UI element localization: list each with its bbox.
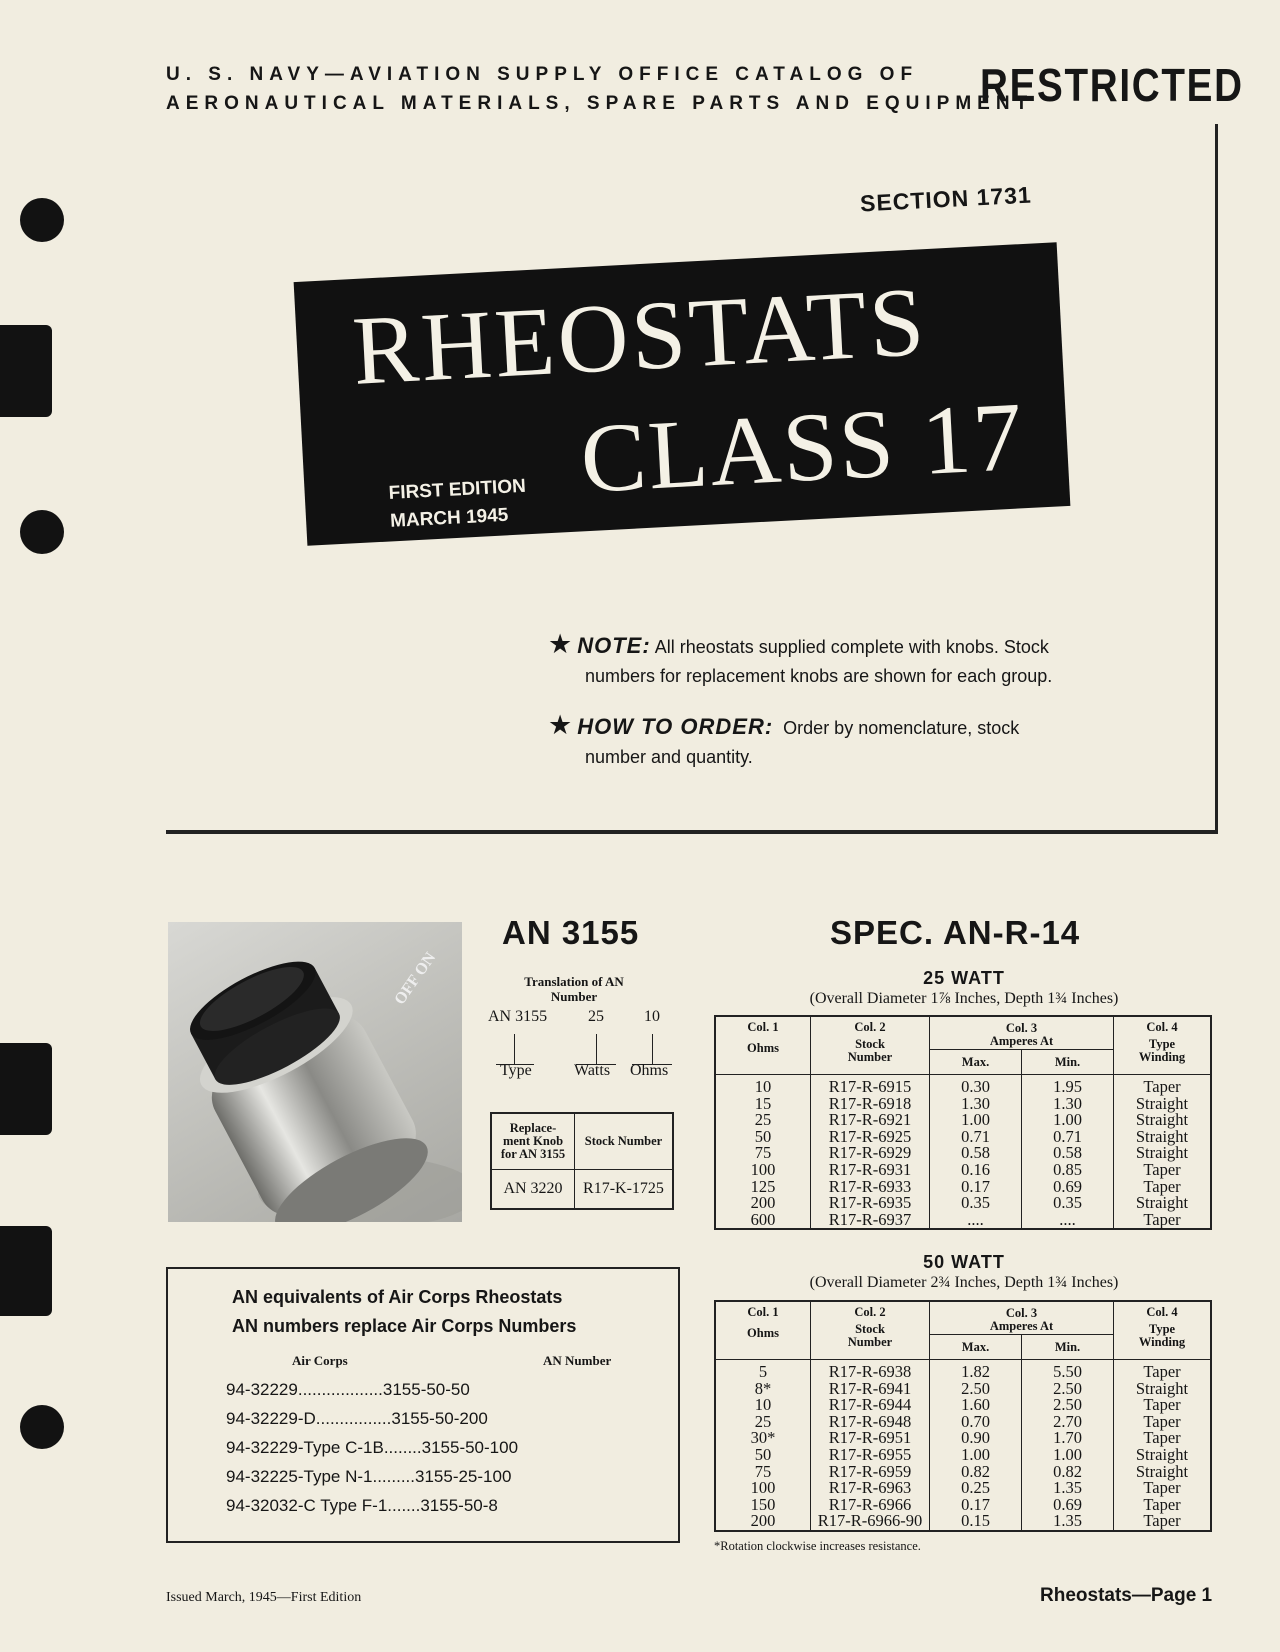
an-equivalent: 3155-50-50	[382, 1380, 470, 1399]
equivalents-title-1: AN equivalents of Air Corps Rheostats	[232, 1287, 563, 1307]
min-cell: 2.50	[1022, 1397, 1114, 1414]
winding-cell: Taper	[1114, 1497, 1212, 1514]
ohms-cell: 150	[750, 1494, 776, 1514]
min-header: Min.	[1022, 1050, 1114, 1075]
col2-header	[811, 1301, 930, 1360]
equivalent-row	[226, 1375, 518, 1404]
min-cell: 1.35	[1022, 1480, 1114, 1497]
col-label: Ohms	[747, 1326, 779, 1340]
ohms-cell: 8*	[754, 1378, 772, 1398]
stock-cell: R17-R-6925	[811, 1129, 930, 1146]
col-label: Stock Number	[847, 1322, 893, 1349]
an-equivalent: 3155-50-200	[391, 1409, 488, 1428]
min-cell: ....	[1022, 1212, 1114, 1230]
max-cell: 1.00	[930, 1447, 1022, 1464]
star-icon: ★	[548, 710, 573, 740]
max-cell: 1.60	[930, 1397, 1022, 1414]
ohms-cell: 50	[754, 1444, 772, 1464]
w50-footnote: *Rotation clockwise increases resistance.	[714, 1539, 921, 1553]
w50-title: 50 WATT	[923, 1252, 1005, 1272]
stock-cell: R17-R-6937	[811, 1212, 930, 1230]
stock-cell: R17-R-6951	[811, 1430, 930, 1447]
stock-cell: R17-R-6966-90	[811, 1513, 930, 1531]
min-cell: 1.95	[1022, 1075, 1114, 1096]
table-row	[715, 1195, 1211, 1212]
leader-dots: ........	[383, 1438, 422, 1457]
col-an-number: AN Number	[543, 1353, 612, 1368]
min-cell: 0.58	[1022, 1145, 1114, 1162]
max-cell: 0.16	[930, 1162, 1022, 1179]
star-icon: ★	[548, 629, 573, 659]
stock-cell: R17-R-6959	[811, 1464, 930, 1481]
max-cell: 0.70	[930, 1414, 1022, 1431]
stock-cell: R17-R-6948	[811, 1414, 930, 1431]
min-cell: 2.50	[1022, 1381, 1114, 1398]
note-text-2: numbers for replacement knobs are shown for each group.	[585, 666, 1053, 686]
winding-cell: Straight	[1114, 1195, 1212, 1212]
note-label: NOTE:	[577, 633, 651, 658]
max-cell: 0.25	[930, 1480, 1022, 1497]
ohms-cell: 100	[750, 1159, 776, 1179]
col-label: Type Winding	[1138, 1037, 1186, 1064]
max-cell: 0.35	[930, 1195, 1022, 1212]
air-corps-number: 94-32032-C Type F-1	[226, 1496, 388, 1515]
max-cell: 0.58	[930, 1145, 1022, 1162]
min-cell: 1.70	[1022, 1430, 1114, 1447]
ohms-cell: 200	[750, 1511, 776, 1531]
winding-cell: Straight	[1114, 1096, 1212, 1113]
stock-cell: R17-R-6921	[811, 1112, 930, 1129]
w25-table	[714, 1015, 1212, 1230]
order-text-1: Order by nomenclature, stock	[783, 718, 1020, 738]
stock-cell: R17-R-6941	[811, 1381, 930, 1398]
stock-cell: R17-R-6918	[811, 1096, 930, 1113]
col1-header	[715, 1016, 811, 1075]
knob-stock-value: R17-K-1725	[583, 1180, 664, 1197]
stock-cell: R17-R-6935	[811, 1195, 930, 1212]
max-cell: 1.30	[930, 1096, 1022, 1113]
order-block	[548, 711, 1019, 772]
ohms-cell: 10	[754, 1077, 772, 1096]
max-cell: 0.71	[930, 1129, 1022, 1146]
knob-marking: OFF ON	[391, 949, 440, 1008]
equivalent-row	[226, 1491, 518, 1520]
code-label-row	[486, 1062, 676, 1084]
stock-cell: R17-R-6955	[811, 1447, 930, 1464]
min-cell: 5.50	[1022, 1360, 1114, 1381]
code-watts: 25	[588, 1008, 604, 1025]
col-air-corps: Air Corps	[292, 1353, 348, 1368]
leader-dots: ..................	[297, 1380, 383, 1399]
edition-line-1: FIRST EDITION	[388, 475, 527, 504]
title-class: CLASS 17	[578, 382, 1027, 514]
an-equivalent: 3155-50-100	[421, 1438, 519, 1457]
table-row	[715, 1212, 1211, 1230]
air-corps-number: 94-32229-D	[226, 1409, 316, 1428]
equivalent-row	[226, 1433, 518, 1462]
catalog-header	[166, 60, 1033, 118]
winding-cell: Taper	[1114, 1430, 1212, 1447]
min-cell: 1.35	[1022, 1513, 1114, 1531]
equivalents-list	[226, 1375, 518, 1520]
ohms-cell: 125	[750, 1176, 776, 1196]
binder-tab-3	[0, 1226, 52, 1316]
winding-cell: Straight	[1114, 1464, 1212, 1481]
label-ohms: Ohms	[630, 1062, 669, 1079]
winding-cell: Straight	[1114, 1381, 1212, 1398]
ohms-cell: 5	[758, 1362, 768, 1381]
ohms-cell: 100	[750, 1478, 776, 1498]
order-label: HOW TO ORDER:	[577, 714, 774, 739]
max-cell: ....	[930, 1212, 1022, 1230]
ohms-cell: 10	[754, 1395, 772, 1415]
label-watts: Watts	[574, 1062, 611, 1079]
col3-header	[930, 1016, 1114, 1050]
winding-cell: Taper	[1114, 1480, 1212, 1497]
min-cell: 1.00	[1022, 1112, 1114, 1129]
w25-title: 25 WATT	[923, 968, 1005, 988]
code-ohms: 10	[644, 1008, 660, 1025]
ohms-cell: 600	[750, 1209, 776, 1229]
binder-hole-middle	[20, 510, 64, 554]
equivalent-row	[226, 1404, 518, 1433]
col-label: Type Winding	[1138, 1322, 1186, 1349]
air-corps-number: 94-32225-Type N-1	[226, 1467, 373, 1486]
section-number: SECTION 1731	[859, 181, 1033, 217]
leader-dots: .......	[387, 1496, 421, 1515]
stock-cell: R17-R-6915	[811, 1075, 930, 1096]
min-header: Min.	[1022, 1335, 1114, 1360]
min-cell: 1.00	[1022, 1447, 1114, 1464]
winding-cell: Straight	[1114, 1145, 1212, 1162]
col-number: Col. 3	[1005, 1021, 1038, 1035]
binder-hole-bottom	[20, 1405, 64, 1449]
winding-cell: Taper	[1114, 1360, 1212, 1381]
max-cell: 0.17	[930, 1179, 1022, 1196]
col3-header	[930, 1301, 1114, 1335]
note-block	[548, 630, 1052, 691]
an-number-title: AN 3155	[502, 914, 640, 951]
col-label: Ohms	[747, 1041, 779, 1055]
edition-line-2: MARCH 1945	[389, 504, 509, 532]
max-cell: 2.50	[930, 1381, 1022, 1398]
w50-table	[714, 1300, 1212, 1532]
winding-cell: Taper	[1114, 1212, 1212, 1230]
col1-header	[715, 1301, 811, 1360]
page-label: Rheostats—Page 1	[1040, 1585, 1213, 1606]
winding-cell: Taper	[1114, 1075, 1212, 1096]
translation-line-2: Number	[550, 989, 598, 1004]
col-label: Amperes At	[989, 1319, 1054, 1333]
leader-dots: .........	[372, 1467, 415, 1486]
ohms-cell: 75	[754, 1143, 772, 1163]
min-cell: 0.35	[1022, 1195, 1114, 1212]
air-corps-number: 94-32229-Type C-1B	[226, 1438, 384, 1457]
ohms-cell: 25	[754, 1411, 772, 1431]
col-number: Col. 4	[1146, 1020, 1178, 1034]
ohms-cell: 200	[750, 1193, 776, 1213]
max-header: Max.	[930, 1335, 1022, 1360]
max-cell: 1.82	[930, 1360, 1022, 1381]
max-cell: 0.15	[930, 1513, 1022, 1531]
translation-heading	[494, 974, 654, 1004]
min-cell: 2.70	[1022, 1414, 1114, 1431]
stock-cell: R17-R-6966	[811, 1497, 930, 1514]
max-cell: 1.00	[930, 1112, 1022, 1129]
table-row	[715, 1360, 1211, 1381]
equivalents-box	[166, 1267, 680, 1543]
winding-cell: Straight	[1114, 1447, 1212, 1464]
equivalents-title-2: AN numbers replace Air Corps Numbers	[232, 1316, 577, 1336]
col-number: Col. 2	[854, 1305, 886, 1319]
code-bracket	[496, 1034, 534, 1065]
binder-tab-1	[0, 325, 52, 417]
table-header-row	[715, 1016, 1211, 1050]
ohms-cell: 25	[754, 1110, 772, 1130]
code-type: AN 3155	[488, 1008, 548, 1025]
binder-tab-2	[0, 1043, 52, 1135]
stock-cell: R17-R-6938	[811, 1360, 930, 1381]
ohms-cell: 15	[754, 1093, 772, 1113]
stock-cell: R17-R-6944	[811, 1397, 930, 1414]
ohms-cell: 75	[754, 1461, 772, 1481]
min-cell: 1.30	[1022, 1096, 1114, 1113]
stock-cell: R17-R-6963	[811, 1480, 930, 1497]
equivalent-row	[226, 1462, 518, 1491]
header-line-1: U. S. NAVY—AVIATION SUPPLY OFFICE CATALOG OF	[166, 64, 919, 85]
col-number: Col. 1	[747, 1020, 779, 1034]
issued-line: Issued March, 1945—First Edition	[166, 1590, 362, 1605]
w25-subtitle: (Overall Diameter 1⅞ Inches, Depth 1¾ Inches)	[809, 990, 1119, 1007]
stock-cell: R17-R-6933	[811, 1179, 930, 1196]
max-cell: 0.17	[930, 1497, 1022, 1514]
col-label: Stock Number	[847, 1037, 893, 1064]
order-text-2: number and quantity.	[585, 747, 753, 767]
binder-hole-top	[20, 198, 64, 242]
max-cell: 0.30	[930, 1075, 1022, 1096]
col-number: Col. 4	[1146, 1305, 1178, 1319]
stock-cell: R17-R-6931	[811, 1162, 930, 1179]
col2-header	[811, 1016, 930, 1075]
winding-cell: Taper	[1114, 1179, 1212, 1196]
edition-label	[388, 473, 528, 536]
header-line-2: AERONAUTICAL MATERIALS, SPARE PARTS AND EQUIPMENT	[166, 93, 1034, 114]
leader-dots: ................	[315, 1409, 392, 1428]
min-cell: 0.85	[1022, 1162, 1114, 1179]
col-number: Col. 2	[854, 1020, 886, 1034]
replacement-knob-table	[490, 1112, 674, 1210]
note-text-1: All rheostats supplied complete with knobs. Stock	[654, 637, 1049, 657]
an-equivalent: 3155-50-8	[420, 1496, 498, 1515]
col-number: Col. 3	[1005, 1306, 1038, 1320]
title-rheostats: RHEOSTATS	[350, 267, 930, 406]
max-header: Max.	[930, 1050, 1022, 1075]
w50-subtitle: (Overall Diameter 2¾ Inches, Depth 1¾ Inches)	[809, 1274, 1119, 1291]
min-cell: 0.82	[1022, 1464, 1114, 1481]
table-row	[715, 1075, 1211, 1096]
winding-cell: Straight	[1114, 1112, 1212, 1129]
table-row	[715, 1513, 1211, 1531]
knob-an-value: AN 3220	[491, 1170, 575, 1210]
winding-cell: Taper	[1114, 1513, 1212, 1531]
stock-col-header: Stock Number	[575, 1113, 674, 1170]
max-cell: 0.90	[930, 1430, 1022, 1447]
air-corps-number: 94-32229	[226, 1380, 298, 1399]
translation-line-1: Translation of AN	[524, 974, 624, 989]
classification-label: RESTRICTED	[980, 59, 1244, 111]
winding-cell: Straight	[1114, 1129, 1212, 1146]
rheostat-photo	[168, 922, 462, 1222]
winding-cell: Taper	[1114, 1414, 1212, 1431]
label-type: Type	[500, 1062, 532, 1079]
col4-header	[1114, 1016, 1212, 1075]
stock-cell: R17-R-6929	[811, 1145, 930, 1162]
winding-cell: Taper	[1114, 1397, 1212, 1414]
min-cell: 0.71	[1022, 1129, 1114, 1146]
table-header-row	[715, 1301, 1211, 1335]
max-cell: 0.82	[930, 1464, 1022, 1481]
col-label: Amperes At	[989, 1034, 1054, 1048]
col-number: Col. 1	[747, 1305, 779, 1319]
code-bracket	[576, 1034, 616, 1065]
spec-title: SPEC. AN-R-14	[830, 914, 1081, 951]
ohms-cell: 30*	[750, 1428, 776, 1448]
knob-col-header: Replace-ment Knob for AN 3155	[491, 1113, 575, 1170]
ohms-cell: 50	[754, 1126, 772, 1146]
min-cell: 0.69	[1022, 1497, 1114, 1514]
min-cell: 0.69	[1022, 1179, 1114, 1196]
col4-header	[1114, 1301, 1212, 1360]
winding-cell: Taper	[1114, 1162, 1212, 1179]
code-bracket	[632, 1034, 672, 1065]
an-equivalent: 3155-25-100	[415, 1467, 512, 1486]
